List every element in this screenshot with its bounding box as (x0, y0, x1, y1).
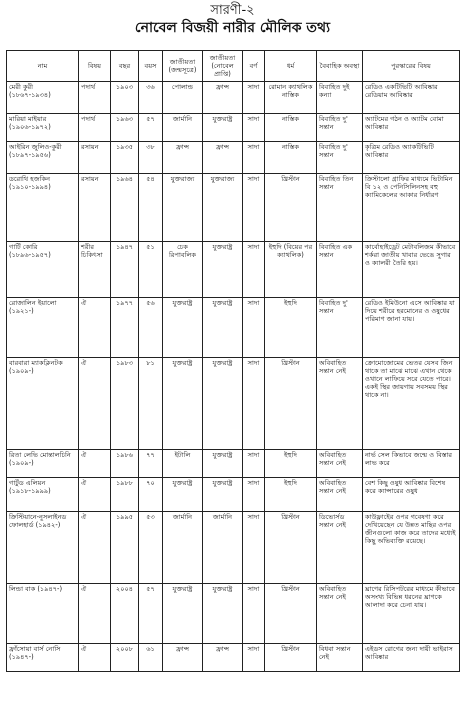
cell-award-topic: নার্ভ সেল কিভাবে জন্মে ও বিস্তার লাভ করে (363, 450, 460, 478)
table-row (7, 584, 460, 644)
header-subject: বিষয় (79, 51, 111, 82)
cell-age: ৮১ (139, 358, 163, 450)
cell-award-topic: বেশ কিছু ওষুধ আবিষ্কার বিশেষ করে ক্যান্সারের ওষুধ (363, 478, 460, 512)
cell-year: ১৯৬৪ (111, 174, 139, 242)
table-row (7, 114, 460, 142)
cell-age: ৬১ (139, 644, 163, 672)
cell-award-topic: ক্রোমোজোমের ভেতর যেসব জিন থাকে তা মাঝে মাঝে এখান থেকে ওখানে লাফিয়ে সরে যেতে পারে। একই স্থির জায়গায় সবসময় স্থির থাকে না। (363, 358, 460, 450)
cell-age: ৭০ (139, 478, 163, 512)
cell-race: সাদা (243, 644, 265, 672)
header-row (7, 51, 460, 82)
cell-religion: খ্রিস্টান (265, 512, 317, 584)
cell-name: বারবারা ম্যাকক্লিনটক (১৯০৯-) (7, 358, 79, 450)
cell-religion: রোমান ক্যাথলিক নাস্তিক (265, 82, 317, 114)
cell-marital: বিবাহিত এক সন্তান (317, 242, 363, 298)
cell-nationality-birth: যুক্তরাষ্ট্র (163, 358, 203, 450)
cell-subject: পদার্থ (79, 82, 111, 114)
cell-marital: অবিবাহিত সন্তান নেই (317, 584, 363, 644)
cell-year: ১৯৩৫ (111, 142, 139, 174)
cell-subject: শরীর চিকিৎসা (79, 242, 111, 298)
table-row (7, 450, 460, 478)
cell-nationality-birth: পোলান্ড (163, 82, 203, 114)
cell-nationality-prize: যুক্তরাষ্ট্র (203, 298, 243, 358)
table-row (7, 82, 460, 114)
cell-award-topic: কৃত্রিম রেডিও অ্যাকটিভিটি আবিষ্কার (363, 142, 460, 174)
cell-religion: খ্রিস্টান (265, 174, 317, 242)
cell-age: ৭৭ (139, 450, 163, 478)
cell-year: ১৯৭৭ (111, 298, 139, 358)
table-row (7, 242, 460, 298)
cell-nationality-birth: জার্মানি (163, 512, 203, 584)
cell-award-topic: কাউফ্লাইের ওপর গবেষণা করে দেখিয়েছেন যে উন্নত মাছির ওপর জীনগুলো কাজ করে তাদের মধ্যেই কিছু অভিব্যক্তি রয়েছে। (363, 512, 460, 584)
cell-name: আইরিন জুলিও-কুরী (১৮৯৭-১৯৫৬) (7, 142, 79, 174)
cell-race: সাদা (243, 512, 265, 584)
table-row (7, 142, 460, 174)
table-row (7, 644, 460, 672)
cell-name: ডরোথি হজকিন (১৯১০-১৯৯৪) (7, 174, 79, 242)
cell-nationality-birth: ফ্রান্স (163, 142, 203, 174)
cell-name: মারিয়া মাইয়ার (১৯০৬-১৯৭২) (7, 114, 79, 142)
cell-religion: নাস্তিক (265, 142, 317, 174)
cell-age: ৩৮ (139, 142, 163, 174)
table-row (7, 174, 460, 242)
cell-nationality-prize: যুক্তরাষ্ট্র (203, 114, 243, 142)
cell-subject: ঐ (79, 644, 111, 672)
header-marital: বৈবাহিক অবস্থা (317, 51, 363, 82)
cell-year: ১৯৪৭ (111, 242, 139, 298)
cell-year: ১৯৯৫ (111, 512, 139, 584)
cell-marital: বিবাহিত দুই কন্যা (317, 82, 363, 114)
cell-name: রিতা লেভি মোন্তালচিনি (১৯০৯-) (7, 450, 79, 478)
cell-subject: ঐ (79, 450, 111, 478)
cell-subject: পদার্থ (79, 114, 111, 142)
cell-nationality-prize: যুক্তরাষ্ট্র (203, 478, 243, 512)
cell-award-topic: ক্রিস্টালো গ্রাফির মাধ্যমে ভিটামিন বি ১২ ও পেনিসিলিনসহ বহু ক্যামিকেলের আকার নির্ধারণ (363, 174, 460, 242)
cell-religion: ইহুদি (265, 478, 317, 512)
cell-marital: ডিভোর্সড সন্তান নেই (317, 512, 363, 584)
table-number: সারণী-২ (210, 3, 255, 18)
cell-age: ৫৪ (139, 174, 163, 242)
cell-religion: ইহুদি (265, 298, 317, 358)
cell-name: গার্টুড এলিয়ন (১৯১৮-১৯৯৯) (7, 478, 79, 512)
cell-age: ৩৬ (139, 82, 163, 114)
cell-name: গার্টি কোরি (১৮৯৬-১৯৫৭) (7, 242, 79, 298)
cell-award-topic: ঘ্রাণের রিসিপটরের মাধ্যমে কীভাবে অসংখ্য বিভিন্ন ধরনের ঘ্রাণকে আলাদা করে চেনা যায়। (363, 584, 460, 644)
cell-marital: বিবাহিত দু' সন্তান (317, 114, 363, 142)
cell-marital: অবিবাহিত সন্তান নেই (317, 358, 363, 450)
cell-award-topic: এইডস রোগের জন্য দায়ী ভাইরাস আবিষ্কার (363, 644, 460, 672)
cell-year: ১৯৮৬ (111, 450, 139, 478)
cell-nationality-birth: চেক রিপাবলিক (163, 242, 203, 298)
header-award-topic: পুরস্কারের বিষয় (363, 51, 460, 82)
cell-year: ১৯৮৮ (111, 478, 139, 512)
cell-nationality-birth: ফ্রান্স (163, 644, 203, 672)
cell-race: সাদা (243, 114, 265, 142)
cell-age: ৫৬ (139, 298, 163, 358)
cell-nationality-prize: ফ্রান্স (203, 82, 243, 114)
cell-nationality-birth: জার্মানি (163, 114, 203, 142)
cell-year: ১৯৬৩ (111, 114, 139, 142)
cell-subject: রসায়ন (79, 142, 111, 174)
header-name: নাম (7, 51, 79, 82)
cell-name: ফ্রাঁসোয়া বার্স নোসি (১৯৪৭-) (7, 644, 79, 672)
cell-year: ১৯০৩ (111, 82, 139, 114)
table-row (7, 478, 460, 512)
cell-nationality-prize: যুক্তরাজ্য (203, 174, 243, 242)
table-row (7, 298, 460, 358)
header-nationality-birth: জাতীয়তা (জন্মসূত্রে) (163, 51, 203, 82)
cell-award-topic: কার্বোহাইড্রেট মেটাবলিজম কীভাবে শর্করা জাতীয় খাবার ভেঙে সুগার ও ক্যালরী তৈরি হয়। (363, 242, 460, 298)
header-religion: ধর্ম (265, 51, 317, 82)
cell-year: ১৯৮৩ (111, 358, 139, 450)
header-race: বর্ণ (243, 51, 265, 82)
cell-award-topic: রেডিও একটিভিটি আবিষ্কার রেডিয়াম আবিষ্কার (363, 82, 460, 114)
cell-subject: ঐ (79, 584, 111, 644)
cell-age: ৫৭ (139, 114, 163, 142)
cell-subject: ঐ (79, 298, 111, 358)
cell-religion: খ্রিস্টান (265, 584, 317, 644)
cell-nationality-prize: যুক্তরাষ্ট্র (203, 358, 243, 450)
cell-name: লিন্ডা বাক (১৯৪৭-) (7, 584, 79, 644)
cell-award-topic: অ্যাটমের গঠন ও অ্যাটম বোমা আবিষ্কার (363, 114, 460, 142)
cell-race: সাদা (243, 478, 265, 512)
cell-name: রোজালিন ইয়ালো (১৯২১-) (7, 298, 79, 358)
header-nationality-prize: জাতীয়তা (নোবেল প্রাপ্তি) (203, 51, 243, 82)
cell-marital: অবিবাহিত সন্তান নেই (317, 478, 363, 512)
cell-race: সাদা (243, 174, 265, 242)
header-year: বছর (111, 51, 139, 82)
cell-marital: বিধবা সন্তান নেই (317, 644, 363, 672)
cell-nationality-birth: ইটালি (163, 450, 203, 478)
cell-race: সাদা (243, 358, 265, 450)
cell-year: ২০০৪ (111, 584, 139, 644)
cell-religion: নাস্তিক (265, 114, 317, 142)
cell-race: সাদা (243, 82, 265, 114)
cell-nationality-birth: যুক্তরাজ্য (163, 174, 203, 242)
cell-marital: বিবাহিত দু' সন্তান (317, 142, 363, 174)
cell-nationality-birth: যুক্তরাষ্ট্র (163, 584, 203, 644)
cell-nationality-birth: যুক্তরাষ্ট্র (163, 478, 203, 512)
cell-nationality-prize: ফ্রান্স (203, 644, 243, 672)
cell-name: মেরী কুরী (১৮৬৭-১৯৩৪) (7, 82, 79, 114)
cell-race: সাদা (243, 142, 265, 174)
cell-religion: ইহুদি (265, 450, 317, 478)
cell-marital: অবিবাহিত সন্তান নেই (317, 450, 363, 478)
cell-subject: রসায়ন (79, 174, 111, 242)
cell-name: ক্রিস্টিয়ানে-নুসলাইনড ফোলহার্ড (১৯৪২-) (7, 512, 79, 584)
cell-award-topic: রেডিও ইমিউনো এসে আবিষ্কার যা দিয়ে শরীরে হরমোনের ও ওষুধের পরিমাণ জানা যায়। (363, 298, 460, 358)
cell-religion: খ্রিস্টান (265, 358, 317, 450)
cell-subject: ঐ (79, 358, 111, 450)
cell-race: সাদা (243, 242, 265, 298)
cell-nationality-prize: যুক্তরাষ্ট্র (203, 584, 243, 644)
cell-nationality-birth: যুক্তরাষ্ট্র (163, 298, 203, 358)
cell-age: ৫৭ (139, 584, 163, 644)
cell-religion: ইহুদি (বিয়ের পর ক্যাথলিক) (265, 242, 317, 298)
cell-subject: ঐ (79, 478, 111, 512)
table-row (7, 358, 460, 450)
cell-year: ২০০৮ (111, 644, 139, 672)
cell-nationality-prize: যুক্তরাষ্ট্র (203, 242, 243, 298)
cell-marital: বিবাহিত তিন সন্তান (317, 174, 363, 242)
cell-nationality-prize: জার্মানি (203, 512, 243, 584)
cell-race: সাদা (243, 450, 265, 478)
cell-race: সাদা (243, 584, 265, 644)
cell-race: সাদা (243, 298, 265, 358)
cell-nationality-prize: যুক্তরাষ্ট্র (203, 450, 243, 478)
data-table (6, 50, 460, 672)
cell-subject: ঐ (79, 512, 111, 584)
cell-age: ৫৩ (139, 512, 163, 584)
cell-age: ৫১ (139, 242, 163, 298)
cell-marital: বিবাহিত দু' সন্তান (317, 298, 363, 358)
table-title: নোবেল বিজয়ী নারীর মৌলিক তথ্য (134, 20, 331, 36)
cell-religion: খ্রিস্টান (265, 644, 317, 672)
header-age: বয়স (139, 51, 163, 82)
table-row (7, 512, 460, 584)
cell-nationality-prize: ফ্রান্স (203, 142, 243, 174)
